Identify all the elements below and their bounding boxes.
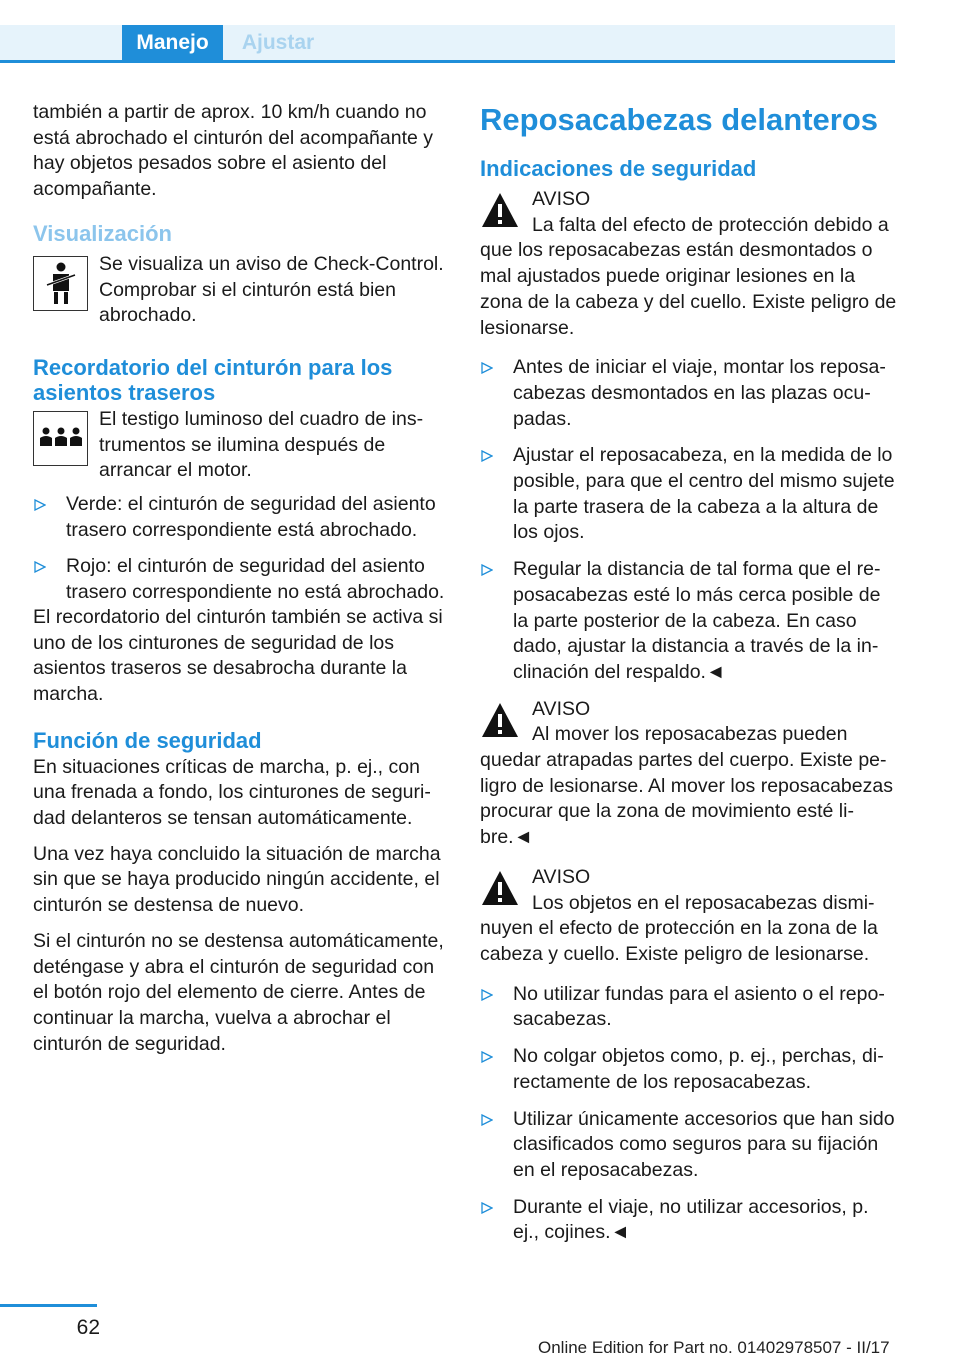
- bullet-triangle-icon: [481, 362, 493, 374]
- list-item: [480, 443, 898, 546]
- warning-label: AVISO: [532, 188, 591, 210]
- warning-label: AVISO: [532, 697, 591, 720]
- list-item-text: No utilizar fundas para el asiento o el reposacabezas.: [513, 982, 885, 1031]
- visualizacion-text: Se visualiza un aviso de Check-Control. Comprobar si el cinturón está bien abrochado.: [99, 252, 444, 327]
- page-title: Reposacabezas delanteros: [480, 102, 879, 137]
- list-item: [480, 557, 898, 686]
- list-item: [480, 355, 898, 432]
- funcion-paragraph-3: Si el cinturón no se destensa automáticamente, deténgase y abra el cinturón de seguridad con el botón rojo del elemento de cierre. Antes de continuar la marcha, vuelva a abrochar el cinturón de seguridad.: [33, 929, 444, 1055]
- list-item-text: Utilizar únicamente accesorios que han sido clasificados como seguros para su fijación en el reposacabezas.: [513, 1107, 895, 1181]
- warning-block-3: [480, 865, 898, 968]
- bullet-triangle-icon: [481, 1114, 493, 1126]
- heading-recordatorio: Recordatorio del cinturón para los asientos traseros: [33, 354, 393, 405]
- warning-text: Los objetos en el reposacabezas disminuyen el efecto de protección en la zona de la cabeza y cuello. Existe peligro de lesionarse.: [480, 891, 878, 965]
- warning-block-1: [480, 187, 898, 341]
- list-item-text: Ajustar el reposacabeza, en la medida de lo posible, para que el centro del mismo sujete la parte trasera de la cabeza a la altura de los ojos.: [513, 444, 895, 544]
- warning-triangle-icon: [480, 869, 520, 907]
- list-item: [480, 1195, 898, 1246]
- bullet-triangle-icon: [481, 450, 493, 462]
- edition-note: Online Edition for Part no. 01402978507 - II/17: [538, 1338, 890, 1357]
- list-item-text: Verde: el cinturón de seguridad del asiento trasero correspondiente está abrochado.: [66, 493, 436, 541]
- funcion-paragraph-2: Una vez haya concluido la situación de marcha sin que se haya producido ningún accidente, el cinturón se destensa de nuevo.: [33, 842, 441, 917]
- list-item-text: No colgar objetos como, p. ej., perchas, directamente de los reposacabezas.: [513, 1045, 884, 1093]
- list-item: [33, 554, 448, 605]
- bullet-triangle-icon: [481, 1051, 493, 1063]
- recordatorio-paragraph: El recordatorio del cinturón también se activa si uno de los cinturones de seguridad de los asientos traseros se desabrocha durante la marcha.: [33, 605, 443, 705]
- list-item-text: Durante el viaje, no utilizar accesorios, p. ej., cojines.◄: [513, 1195, 869, 1244]
- heading-funcion: Función de seguridad: [33, 727, 262, 753]
- funcion-paragraph-1: En situaciones críticas de marcha, p. ej., con una frenada a fondo, los cinturones de seguridad delanteros se tensan automáticamente.: [33, 755, 431, 830]
- warning-triangle-icon: [480, 701, 520, 739]
- bullet-triangle-icon: [34, 499, 46, 511]
- list-item-text: Rojo: el cinturón de seguridad del asiento trasero correspondiente no está abrochado.: [66, 555, 445, 604]
- recordatorio-list: [33, 492, 448, 606]
- intro-paragraph: también a partir de aprox. 10 km/h cuando no está abrochado el cinturón del acompañante y hay objetos pesados sobre el asiento del acompañante.: [33, 101, 434, 201]
- heading-visualizacion: Visualización: [33, 220, 172, 246]
- recordatorio-row: [33, 407, 448, 484]
- bullet-triangle-icon: [481, 989, 493, 1001]
- list-item: [480, 982, 898, 1033]
- seatbelt-warning-icon: [33, 256, 88, 311]
- list-item: [480, 1044, 898, 1095]
- seguridad-list-2: [480, 982, 898, 1246]
- seguridad-list-1: [480, 355, 898, 685]
- list-item: [33, 492, 448, 543]
- warning-label: AVISO: [532, 865, 591, 888]
- list-item: [480, 1107, 898, 1184]
- visualizacion-row: [33, 252, 448, 329]
- page-number: 62: [76, 1316, 100, 1339]
- bullet-triangle-icon: [481, 1202, 493, 1214]
- warning-text: Al mover los reposacabezas pueden quedar atrapadas partes del cuerpo. Existe peligro de lesionarse. Al mover los reposacabezas procurar que la zona de movimiento esté libre.◄: [480, 723, 893, 849]
- bullet-triangle-icon: [34, 561, 46, 573]
- recordatorio-text: El testigo luminoso del cuadro de instrumentos se ilumina después de arrancar el motor.: [99, 407, 424, 482]
- right-column: [480, 100, 898, 1257]
- warning-text: La falta del efecto de protección debido a que los reposacabezas están desmontados o mal ajustados puede originar lesiones en la zona de la cabeza y del cuello. Existe peligro de lesionarse.: [480, 213, 897, 339]
- left-column: [33, 100, 448, 1067]
- rear-seats-icon: [33, 411, 88, 466]
- warning-block-2: [480, 697, 898, 851]
- heading-seguridad: Indicaciones de seguridad: [480, 156, 757, 181]
- tab-manejo[interactable]: Manejo: [122, 25, 223, 61]
- footer-rule: [0, 1304, 97, 1307]
- warning-triangle-icon: [480, 191, 520, 229]
- tab-ajustar[interactable]: Ajustar: [241, 31, 315, 54]
- page-header: [0, 0, 960, 62]
- list-item-text: Antes de iniciar el viaje, montar los reposacabezas desmontados en las plazas ocupadas.: [513, 356, 886, 430]
- list-item-text: Regular la distancia de tal forma que el reposacabezas esté lo más cerca posible de la parte posterior de la cabeza. En caso dado, ajustar la distancia a través de la inclinación del respaldo.◄: [513, 558, 881, 683]
- bullet-triangle-icon: [481, 564, 493, 576]
